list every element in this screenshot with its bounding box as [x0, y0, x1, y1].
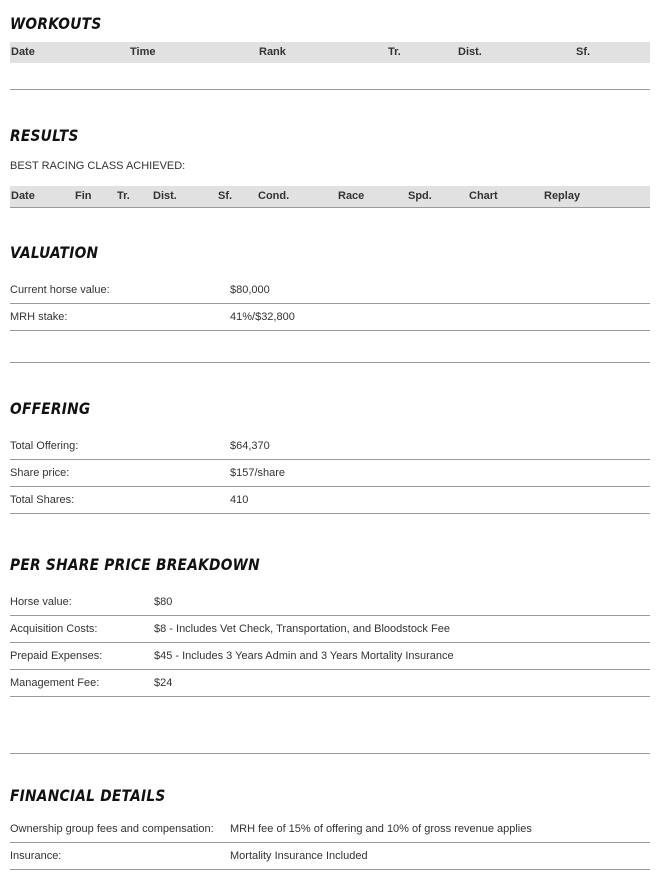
valuation-divider — [10, 362, 650, 363]
breakdown-row-management-fee — [10, 669, 650, 697]
results-col-race: Race — [338, 190, 365, 202]
row-label: MRH stake: — [10, 311, 68, 323]
row-label: Management Fee: — [10, 677, 100, 689]
row-value: 41%/$32,800 — [230, 311, 295, 323]
row-label: Prepaid Expenses: — [10, 650, 103, 662]
workouts-col-distance: Dist. — [458, 46, 482, 58]
row-value: $24 — [154, 677, 173, 689]
offering-row-share-price — [10, 459, 650, 487]
breakdown-row-prepaid-expenses — [10, 642, 650, 670]
row-value: $80 — [154, 596, 173, 608]
offering-row-total-offering — [10, 432, 650, 460]
results-col-replay: Replay — [544, 190, 581, 202]
workouts-col-trainer: Tr. — [388, 46, 401, 58]
row-label: Insurance: — [10, 850, 62, 862]
results-col-condition: Cond. — [258, 190, 290, 202]
row-label: Share price: — [10, 467, 70, 479]
valuation-row-mrh-stake — [10, 303, 650, 331]
workouts-col-surface: Sf. — [576, 46, 591, 58]
valuation-heading: VALUATION — [10, 243, 99, 262]
row-value: $8 - Includes Vet Check, Transportation, and Bloodstock Fee — [154, 623, 450, 635]
financial-row-insurance — [10, 842, 650, 870]
workouts-col-date: Date — [11, 46, 35, 58]
workouts-divider — [10, 89, 650, 90]
row-label: Ownership group fees and compensation: — [10, 823, 214, 835]
row-label: Horse value: — [10, 596, 72, 608]
workouts-col-rank: Rank — [259, 46, 286, 58]
breakdown-heading: PER SHARE PRICE BREAKDOWN — [10, 555, 260, 574]
results-col-trainer: Tr. — [117, 190, 130, 202]
row-value: $80,000 — [230, 284, 270, 296]
breakdown-row-acquisition-costs — [10, 615, 650, 643]
workouts-heading: WORKOUTS — [10, 14, 102, 33]
results-col-speed: Spd. — [408, 190, 432, 202]
results-col-chart: Chart — [469, 190, 498, 202]
row-value: $64,370 — [230, 440, 270, 452]
row-value: 410 — [230, 494, 249, 506]
offering-row-total-shares — [10, 486, 650, 514]
workouts-col-time: Time — [130, 46, 156, 58]
results-heading: RESULTS — [10, 126, 79, 145]
results-col-date: Date — [11, 190, 35, 202]
row-label: Total Offering: — [10, 440, 79, 452]
financial-heading: FINANCIAL DETAILS — [10, 786, 166, 805]
row-label: Current horse value: — [10, 284, 110, 296]
results-col-surface: Sf. — [218, 190, 233, 202]
breakdown-divider — [10, 753, 650, 754]
row-value: Mortality Insurance Included — [230, 850, 368, 862]
row-value: $45 - Includes 3 Years Admin and 3 Years Mortality Insurance — [154, 650, 454, 662]
valuation-row-current-value — [10, 276, 650, 304]
row-value: $157/share — [230, 467, 286, 479]
best-racing-class-label: BEST RACING CLASS ACHIEVED: — [10, 160, 186, 172]
breakdown-row-horse-value — [10, 588, 650, 616]
workouts-table-header — [10, 42, 650, 63]
row-value: MRH fee of 15% of offering and 10% of gross revenue applies — [230, 823, 532, 835]
offering-heading: OFFERING — [10, 399, 91, 418]
results-col-finish: Fin — [75, 190, 92, 202]
row-label: Acquisition Costs: — [10, 623, 98, 635]
financial-row-ownership-fees — [10, 815, 650, 843]
row-label: Total Shares: — [10, 494, 75, 506]
results-col-distance: Dist. — [153, 190, 177, 202]
results-table-header — [10, 186, 650, 208]
